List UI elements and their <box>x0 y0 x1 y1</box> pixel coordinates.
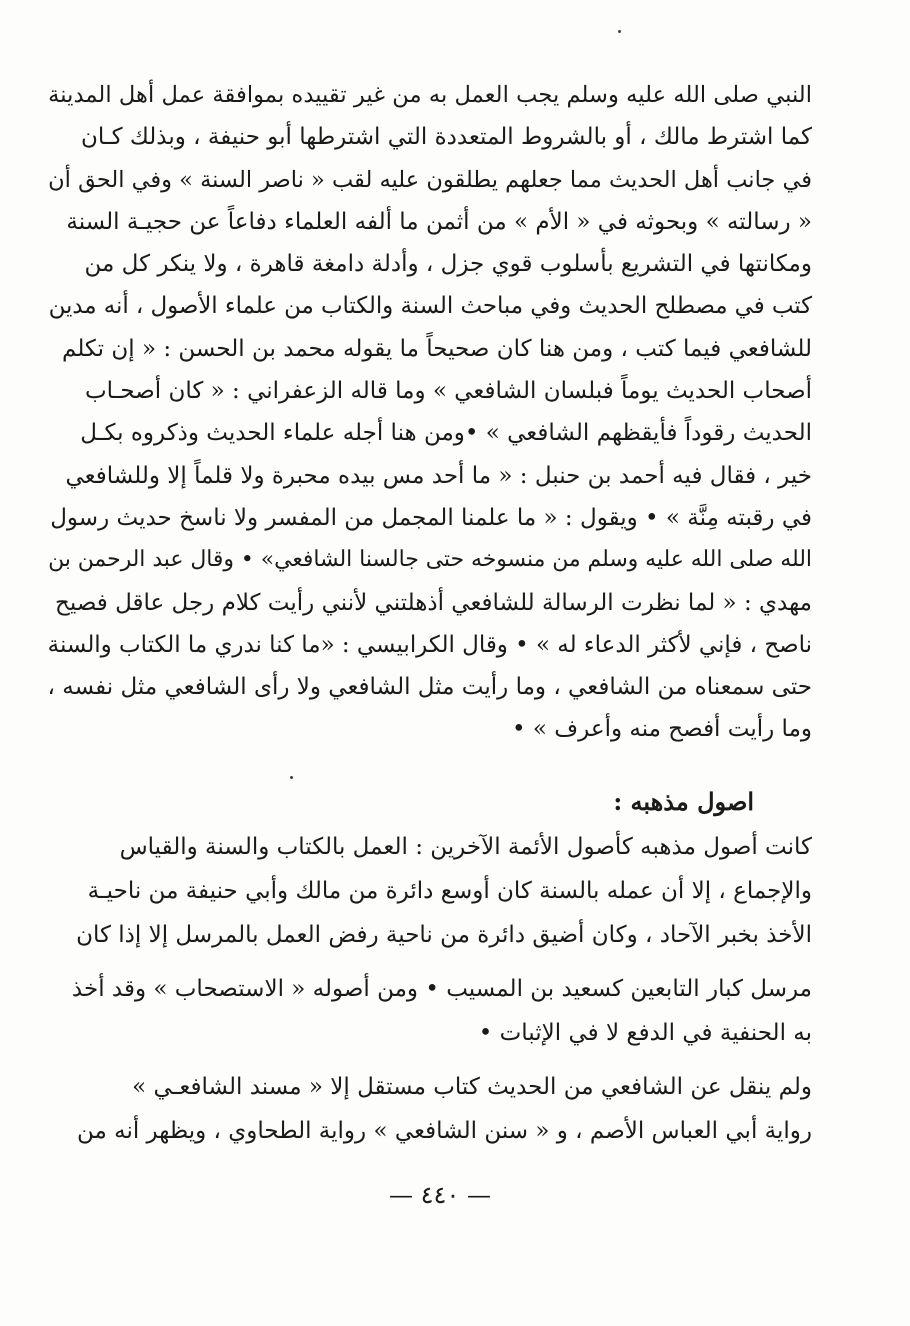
text-line: حتى سمعناه من الشافعي ، وما رأيت مثل الشافعي ولا رأى الشافعي مثل نفسه ، <box>47 674 812 701</box>
text-line: كتب في مصطلح الحديث وفي مباحث السنة والكتاب من علماء الأصول ، أنه مدين <box>48 293 812 320</box>
paragraph-hadith-books <box>68 1066 812 1154</box>
text-line: كما اشترط مالك ، أو بالشروط المتعددة التي اشترطها أبو حنيفة ، وبذلك كـان <box>80 124 812 151</box>
text-line: كانت أصول مذهبه كأصول الأئمة الآخرين : العمل بالكتاب والسنة والقياس <box>119 834 812 860</box>
text-line: ولم ينقل عن الشافعي من الحديث كتاب مستقل إلا « مسند الشافعـي » <box>132 1074 812 1100</box>
text-line: في رقبته مِنَّة » • ويقول : « ما علمنا المجمل من المفسر ولا ناسخ حديث رسول <box>50 504 812 531</box>
text-line: ومكانتها في التشريع بأسلوب قوي جزل ، وأدلة دامغة قاهرة ، ولا ينكر كل من <box>84 251 812 278</box>
text-line: به الحنفية في الدفع لا في الإثبات • <box>478 1020 812 1046</box>
text-line: الحديث رقوداً فأيقظهم الشافعي » •ومن هنا أجله علماء الحديث وذكروه بكـل <box>80 420 812 447</box>
text-line: رواية أبي العباس الأصم ، و « سنن الشافعي » رواية الطحاوي ، ويظهر أنه من <box>76 1118 812 1144</box>
text-line: للشافعي فيما كتب ، ومن هنا كان صحيحاً ما يقوله محمد بن الحسن : « إن تكلم <box>62 335 812 362</box>
text-line: خير ، فقال فيه أحمد بن حنبل : « ما أحد مس بيده محبرة ولا قلماً إلا وللشافعي <box>65 462 812 489</box>
text-line: النبي صلى الله عليه وسلم يجب العمل به من غير تقييده بموافقة عمل أهل المدينة <box>48 82 812 108</box>
text-line: وما رأيت أفصح منه وأعرف » • <box>512 716 812 743</box>
text-line: في جانب أهل الحديث مما جعلهم يطلقون عليه لقب « ناصر السنة » وفي الحق أن <box>48 166 812 193</box>
paragraph-principles <box>68 826 812 1056</box>
page-number: — ٤٤٠ — <box>389 1181 491 1209</box>
scan-speck <box>618 30 621 33</box>
text-line: الله صلى الله عليه وسلم من منسوخه حتى جالسنا الشافعي» • وقال عبد الرحمن بن <box>48 547 812 573</box>
text-line: مرسل كبار التابعين كسعيد بن المسيب • ومن أصوله « الاستصحاب » وقد أخذ <box>71 976 812 1002</box>
paragraph-shafii-hadith <box>48 74 812 751</box>
text-line: الأخذ بخبر الآحاد ، وكان أضيق دائرة من ناحية رفض العمل بالمرسل إلا إذا كان <box>76 922 812 948</box>
text-line: والإجماع ، إلا أن عمله بالسنة كان أوسع دائرة من مالك وأبي حنيفة من ناحيـة <box>87 878 812 904</box>
text-line: ناصح ، فإني لأكثر الدعاء له » • وقال الكرابيسي : «ما كنا ندري ما الكتاب والسنة <box>47 631 812 658</box>
scan-speck <box>290 776 293 779</box>
text-line: مهدي : « لما نظرت الرسالة للشافعي أذهلتني لأنني رأيت كلام رجل عاقل فصيح <box>55 589 812 616</box>
text-line: « رسالته » وبحوثه في « الأم » من أثمن ما ألفه العلماء دفاعاً عن حجيـة السنة <box>66 208 812 235</box>
section-heading: اصول مذهبه : <box>613 787 754 816</box>
text-line: أصحاب الحديث يوماً فبلسان الشافعي » وما قاله الزعفراني : « كان أصحـاب <box>84 378 812 405</box>
